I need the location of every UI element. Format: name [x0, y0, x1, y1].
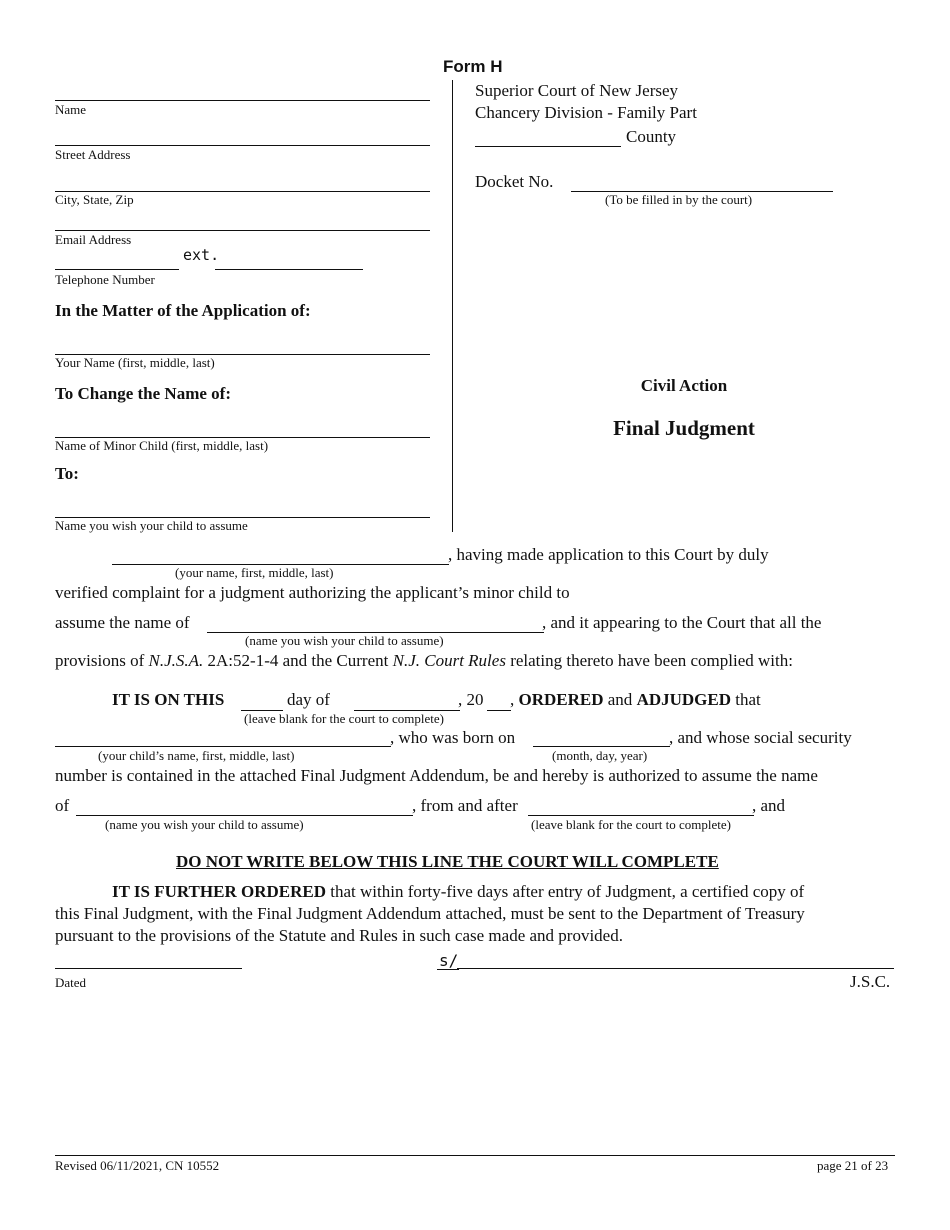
signature-prefix: s/ — [439, 951, 459, 970]
street-input[interactable] — [55, 127, 430, 146]
text-run: that within forty-five days after entry of Judgment, a certified copy of — [326, 882, 805, 901]
county-label: County — [626, 127, 677, 146]
adjudged-text: ADJUDGED — [636, 690, 732, 709]
county-input[interactable] — [475, 128, 621, 147]
court-complete-heading: DO NOT WRITE BELOW THIS LINE THE COURT WILL COMPLETE — [176, 852, 719, 871]
column-divider — [452, 80, 453, 532]
civil-action-title: Civil Action — [640, 376, 728, 395]
year-input[interactable] — [487, 692, 511, 711]
page-number: page 21 of 23 — [817, 1158, 889, 1173]
ext-input[interactable] — [215, 251, 363, 270]
footer-rule — [55, 1155, 895, 1156]
new-name-label: Name you wish your child to assume — [55, 518, 248, 533]
revision-info: Revised 06/11/2021, CN 10552 — [55, 1158, 220, 1173]
order-lead-text: IT IS ON THIS — [112, 690, 225, 709]
dated-label: Dated — [55, 975, 87, 990]
name-label: Name — [55, 102, 87, 117]
assume-name-final-input[interactable] — [76, 797, 413, 816]
child-name-note: (your child’s name, first, middle, last) — [98, 748, 295, 763]
paragraph-text: , 20 — [458, 690, 484, 709]
paragraph-text: , and — [752, 796, 786, 815]
child-name-input[interactable] — [55, 728, 391, 747]
birth-date-note: (month, day, year) — [552, 748, 648, 763]
new-name-input[interactable] — [55, 499, 430, 518]
effective-date-note: (leave blank for the court to complete) — [531, 817, 731, 832]
jsc-label: J.S.C. — [850, 972, 891, 991]
paragraph-text: day of — [287, 690, 330, 709]
change-name-heading: To Change the Name of: — [55, 384, 231, 403]
court-rules-citation: N.J. Court Rules — [392, 651, 506, 670]
ordered-text: ORDERED — [518, 690, 604, 709]
street-label: Street Address — [55, 147, 131, 162]
paragraph-text: number is contained in the attached Final Judgment Addendum, be and hereby is authorized to assume the name — [55, 766, 818, 785]
docket-label: Docket No. — [475, 172, 554, 191]
judge-signature-input[interactable] — [457, 950, 894, 969]
application-heading: In the Matter of the Application of: — [55, 301, 311, 320]
text-run: that — [735, 690, 761, 709]
court-name: Superior Court of New Jersey — [475, 81, 679, 100]
further-ordered-lead: IT IS FURTHER ORDERED — [112, 882, 326, 901]
effective-date-input[interactable] — [528, 797, 754, 816]
your-name-input[interactable] — [55, 336, 430, 355]
paragraph-text: of — [55, 796, 70, 815]
applicant-name-note: (your name, first, middle, last) — [175, 565, 334, 580]
city-state-zip-label: City, State, Zip — [55, 192, 134, 207]
your-name-label: Your Name (first, middle, last) — [55, 355, 215, 370]
assume-name-final-note: (name you wish your child to assume) — [105, 817, 304, 832]
further-ordered-text — [55, 882, 804, 902]
city-state-zip-input[interactable] — [55, 173, 430, 192]
final-judgment-title: Final Judgment — [613, 416, 755, 440]
docket-note: (To be filled in by the court) — [605, 192, 753, 207]
paragraph-text: pursuant to the provisions of the Statute and Rules in such case made and provided. — [55, 926, 623, 945]
form-title: Form H — [443, 57, 503, 76]
text-run: 2A:52-1-4 and the Current — [203, 651, 393, 670]
minor-child-name-label: Name of Minor Child (first, middle, last) — [55, 438, 269, 453]
text-run: , — [510, 690, 515, 709]
text-run: relating thereto have been complied with: — [505, 651, 793, 670]
paragraph-text: verified complaint for a judgment authorizing the applicant’s minor child to — [55, 583, 570, 602]
paragraph-text: , who was born on — [390, 728, 516, 747]
to-heading: To: — [55, 464, 79, 483]
telephone-label: Telephone Number — [55, 272, 155, 287]
paragraph-text: , and it appearing to the Court that all the — [542, 613, 822, 632]
paragraph-text: this Final Judgment, with the Final Judgment Addendum attached, must be sent to the Department of Treasury — [55, 904, 805, 923]
court-complete-note: (leave blank for the court to complete) — [244, 711, 444, 726]
paragraph-text: , from and after — [412, 796, 518, 815]
court-division: Chancery Division - Family Part — [475, 103, 697, 122]
minor-child-name-input[interactable] — [55, 419, 430, 438]
docket-number-input[interactable] — [571, 173, 833, 192]
paragraph-text: , and whose social security — [669, 728, 852, 747]
day-input[interactable] — [241, 692, 283, 711]
birth-date-input[interactable] — [533, 728, 670, 747]
month-input[interactable] — [354, 692, 460, 711]
text-run: and — [607, 690, 633, 709]
ext-label: ext. — [183, 246, 220, 264]
signature-line-start — [437, 969, 459, 970]
telephone-input[interactable] — [55, 251, 179, 270]
name-input[interactable] — [55, 82, 430, 101]
text-run: provisions of — [55, 651, 149, 670]
paragraph-text: assume the name of — [55, 613, 190, 632]
paragraph-text — [510, 690, 761, 710]
assumed-name-input[interactable] — [207, 614, 544, 633]
paragraph-text — [55, 651, 793, 671]
email-input[interactable] — [55, 212, 430, 231]
statute-citation: N.J.S.A. — [148, 651, 204, 670]
assumed-name-note: (name you wish your child to assume) — [245, 633, 444, 648]
dated-input[interactable] — [55, 950, 242, 969]
paragraph-text: , having made application to this Court by duly — [448, 545, 769, 564]
applicant-name-input[interactable] — [112, 546, 449, 565]
email-label: Email Address — [55, 232, 132, 247]
